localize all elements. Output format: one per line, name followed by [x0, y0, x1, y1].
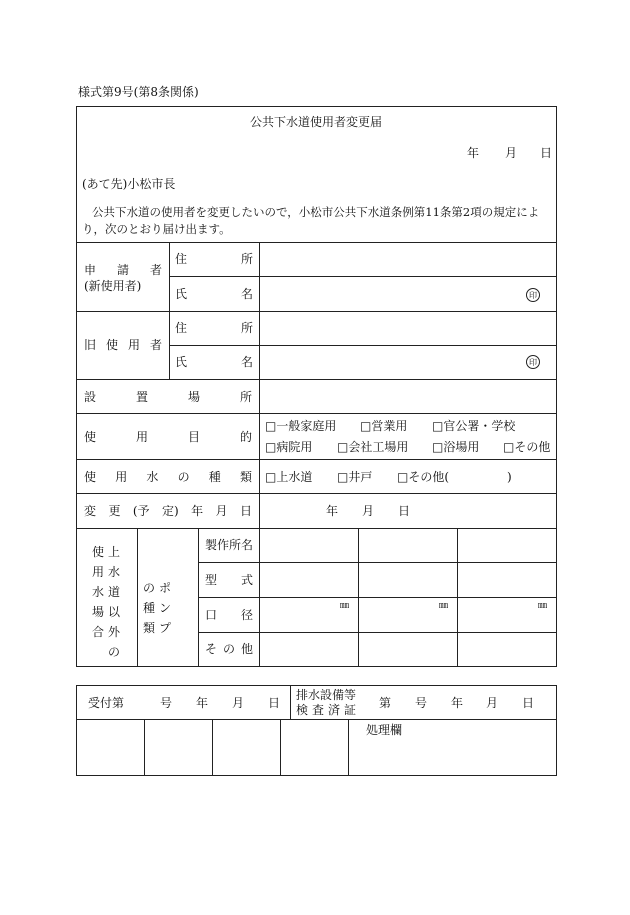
inspection-prefix: 第: [379, 696, 392, 710]
header-date-day: 日: [540, 146, 553, 160]
water-other[interactable]: □その他(: [397, 470, 450, 484]
diameter-unit-2: ㎜: [439, 601, 449, 611]
pump-type-label: [143, 582, 171, 634]
statement-line-2: り，次のとおり届け出ます。: [82, 222, 231, 236]
former-name-label: 氏 名: [175, 355, 253, 369]
former-seal-icon: 印: [526, 355, 540, 369]
non-tap-water-label: [92, 546, 120, 658]
location-label: 設 置 場 所: [84, 390, 252, 404]
inspection-number-suffix: 号: [415, 696, 428, 710]
applicant-seal-icon: 印: [526, 288, 540, 302]
purpose-government[interactable]: □官公署・学校: [432, 419, 516, 433]
non-tap-water-label-col-2: 使 用 水 場 合: [92, 545, 105, 639]
addressee: (あて先)小松市長: [82, 177, 176, 191]
processing-label: 処理欄: [366, 723, 403, 737]
applicant-name-label: 氏 名: [175, 287, 253, 301]
applicant-address-label: 住 所: [175, 252, 253, 266]
purpose-other[interactable]: □その他: [503, 440, 551, 454]
former-user-label: 旧 使 用 者: [84, 338, 162, 352]
receipt-month: 月: [232, 696, 245, 710]
receipt-year: 年: [196, 696, 209, 710]
inspection-month: 月: [486, 696, 499, 710]
purpose-household[interactable]: □一般家庭用: [265, 419, 337, 433]
diameter-unit-3: ㎜: [538, 601, 548, 611]
pump-type-label-col-1: ポ ン プ: [159, 581, 172, 635]
change-date-month: 月: [362, 504, 375, 518]
diameter-label: 口 径: [205, 608, 253, 622]
change-date-day: 日: [398, 504, 411, 518]
header-date-year: 年: [467, 146, 480, 160]
water-tap[interactable]: □上水道: [265, 470, 313, 484]
inspection-day: 日: [522, 696, 535, 710]
inspection-year: 年: [451, 696, 464, 710]
form-number: 様式第9号(第8条関係): [78, 85, 199, 99]
form-title: 公共下水道使用者変更届: [250, 115, 383, 129]
purpose-bath[interactable]: □浴場用: [432, 440, 480, 454]
header-date-month: 月: [505, 146, 518, 160]
change-date-label: 変 更 (予 定) 年 月 日: [84, 504, 252, 518]
applicant-label: 申 請 者: [84, 263, 162, 277]
manufacturer-label: 製 作 所 名: [205, 538, 254, 552]
purpose-business[interactable]: □営業用: [360, 419, 408, 433]
former-address-label: 住 所: [175, 321, 253, 335]
non-tap-water-label-col-1: 上 水 道 以 外 の: [108, 545, 121, 659]
water-type-label: 使 用 水 の 種 類: [84, 470, 252, 484]
change-date-year: 年: [326, 504, 339, 518]
water-well[interactable]: □井戸: [337, 470, 373, 484]
model-label: 型 式: [205, 573, 253, 587]
pump-other-label: そ の 他: [205, 642, 253, 656]
purpose-label: 使 用 目 的: [84, 430, 252, 444]
diameter-unit-1: ㎜: [340, 601, 350, 611]
purpose-hospital[interactable]: □病院用: [265, 440, 313, 454]
inspection-label-2: 検査済証: [296, 703, 361, 717]
receipt-day: 日: [268, 696, 281, 710]
receipt-number-suffix: 号: [160, 696, 173, 710]
pump-type-label-col-2: の 種 類: [143, 581, 156, 635]
receipt-label: 受付第: [88, 696, 125, 710]
statement-line-1: 公共下水道の使用者を変更したいので，小松市公共下水道条例第11条第2項の規定によ: [92, 205, 540, 219]
applicant-sublabel: (新使用者): [84, 279, 142, 293]
purpose-factory[interactable]: □会社工場用: [337, 440, 409, 454]
inspection-label-1: 排水設備等: [296, 688, 357, 702]
water-other-close: ): [507, 470, 512, 484]
